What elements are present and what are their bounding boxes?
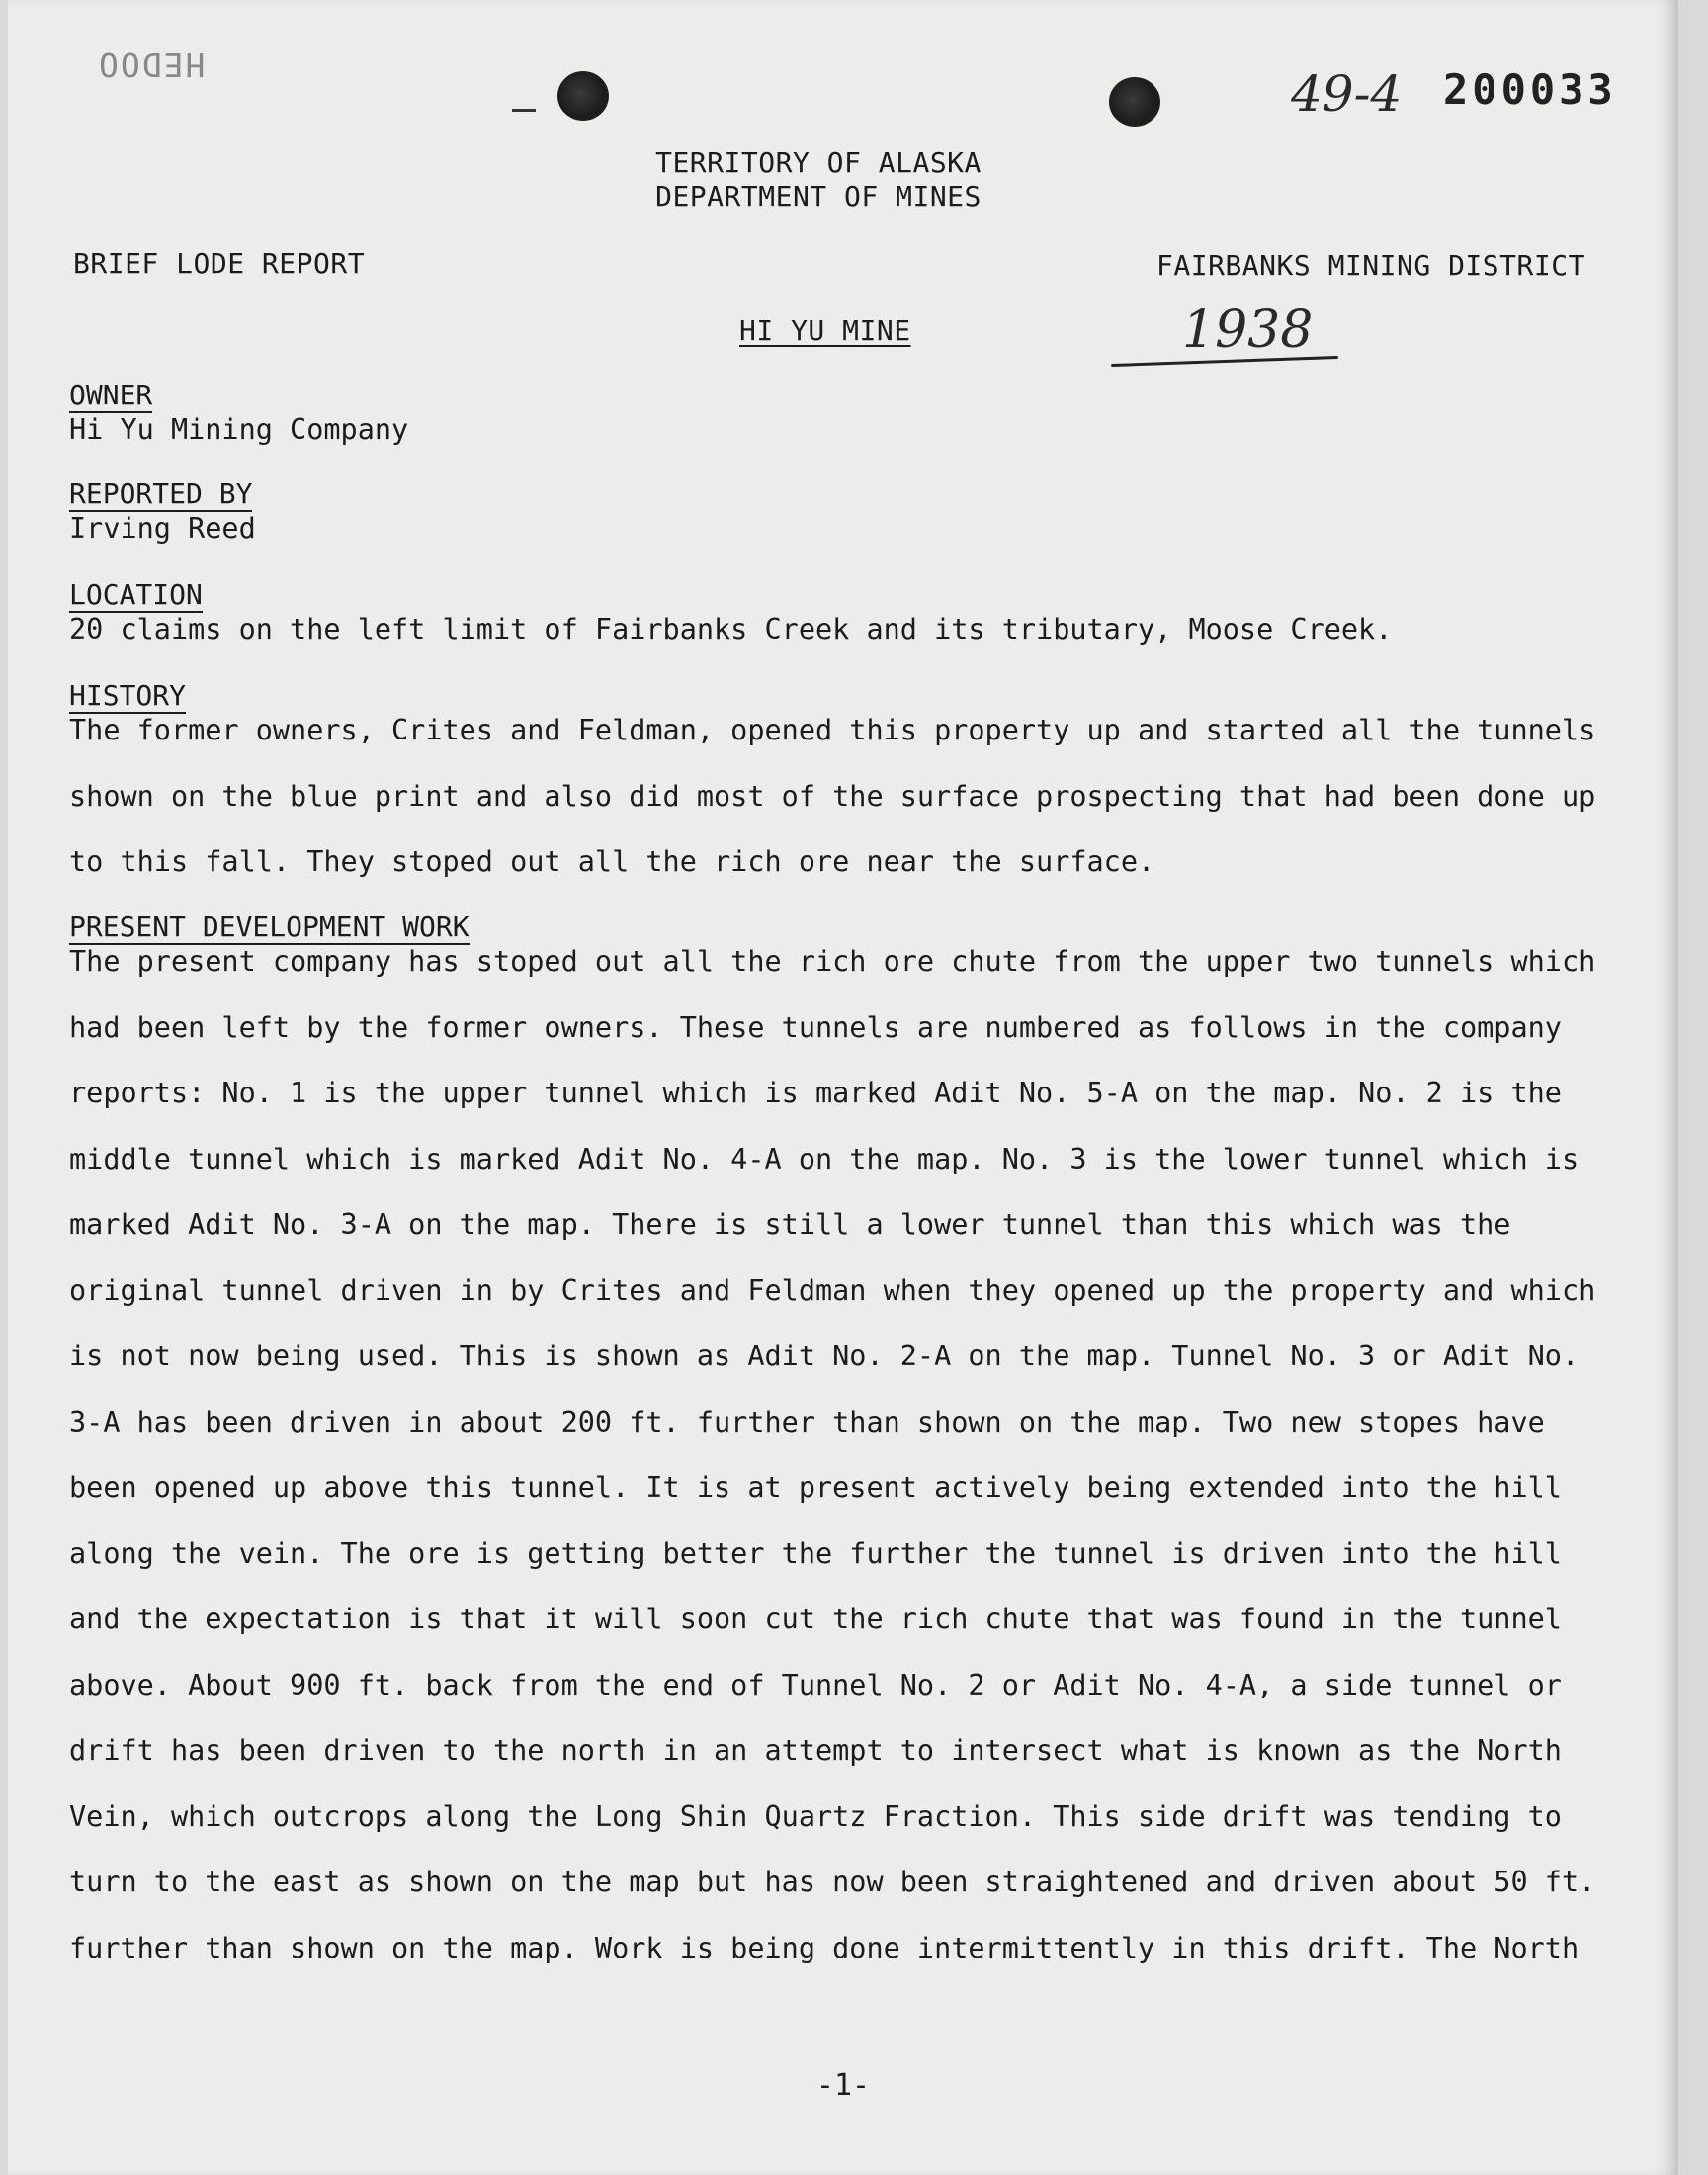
page-number: -1- <box>815 2068 871 2103</box>
development-line: had been left by the former owners. These tunnels are numbered as follows in the company <box>69 1010 1562 1044</box>
development-line: The present company has stoped out all the rich ore chute from the upper two tunnels which <box>69 945 1596 978</box>
development-line: middle tunnel which is marked Adit No. 4-A on the map. No. 3 is the lower tunnel which is <box>69 1142 1580 1175</box>
mine-name: HI YU MINE <box>739 314 911 347</box>
handwritten-file-number: 49-4 <box>1291 65 1403 123</box>
development-line: along the vein. The ore is getting better the further the tunnel is driven into the hill <box>69 1536 1562 1570</box>
owner-section <box>69 380 1611 447</box>
development-line: marked Adit No. 3-A on the map. There is still a lower tunnel than this which was the <box>69 1208 1511 1241</box>
development-line: is not now being used. This is shown as Adit No. 2-A on the map. Tunnel No. 3 or Adit No. <box>69 1340 1580 1372</box>
agency-line-1: TERRITORY OF ALASKA <box>655 146 982 179</box>
development-line: further than shown on the map. Work is being done intermittently in this drift. The North <box>69 1931 1580 1964</box>
dash-mark <box>512 109 536 112</box>
development-line: and the expectation is that it will soon cut the rich chute that was found in the tunnel <box>69 1603 1562 1635</box>
history-line: to this fall. They stoped out all the rich ore near the surface. <box>69 845 1155 878</box>
history-line: The former owners, Crites and Feldman, opened this property up and started all the tunnels <box>69 714 1596 746</box>
document-page <box>8 0 1678 2175</box>
development-line: turn to the east as shown on the map but has now been straightened and driven about 50 ft. <box>69 1866 1596 1898</box>
present-development-section <box>69 912 1611 1997</box>
development-line: original tunnel driven in by Crites and Feldman when they opened up the property and which <box>69 1273 1596 1307</box>
development-line: been opened up above this tunnel. It is at present actively being extended into the hill <box>69 1471 1562 1504</box>
location-value: 20 claims on the left limit of Fairbanks Creek and its tributary, Moose Creek. <box>69 613 1393 646</box>
development-line: reports: No. 1 is the upper tunnel which is marked Adit No. 5-A on the map. No. 2 is the <box>69 1077 1562 1109</box>
development-line: Vein, which outcrops along the Long Shin Quartz Fraction. This side drift was tending to <box>69 1799 1562 1833</box>
handwritten-year: 1938 <box>1182 301 1314 360</box>
development-line: above. About 900 ft. back from the end of Tunnel No. 2 or Adit No. 4-A, a side tunnel or <box>69 1668 1562 1701</box>
location-heading: LOCATION <box>69 578 203 611</box>
development-line: 3-A has been driven in about 200 ft. further than shown on the map. Two new stopes have <box>69 1405 1545 1438</box>
district: FAIRBANKS MINING DISTRICT <box>1156 249 1585 282</box>
development-line: drift has been driven to the north in an attempt to intersect what is known as the North <box>69 1734 1562 1767</box>
reported-by-heading: REPORTED BY <box>69 478 253 510</box>
owner-value: Hi Yu Mining Company <box>69 413 409 446</box>
present-development-heading: PRESENT DEVELOPMENT WORK <box>69 911 470 943</box>
punch-hole-right <box>1109 77 1160 127</box>
agency-line-2: DEPARTMENT OF MINES <box>655 180 982 213</box>
location-section <box>69 579 1611 647</box>
report-type: BRIEF LODE REPORT <box>73 247 366 280</box>
history-section <box>69 680 1611 912</box>
reported-by-value: Irving Reed <box>69 512 256 545</box>
history-line: shown on the blue print and also did most of the surface prospecting that had been done up <box>69 779 1596 813</box>
owner-heading: OWNER <box>69 379 153 411</box>
reported-by-section <box>69 478 1611 546</box>
history-heading: HISTORY <box>69 679 187 712</box>
punch-hole-left <box>557 71 609 121</box>
stamped-number: 200033 <box>1443 65 1617 114</box>
corner-mark: HEDOO <box>97 45 206 84</box>
